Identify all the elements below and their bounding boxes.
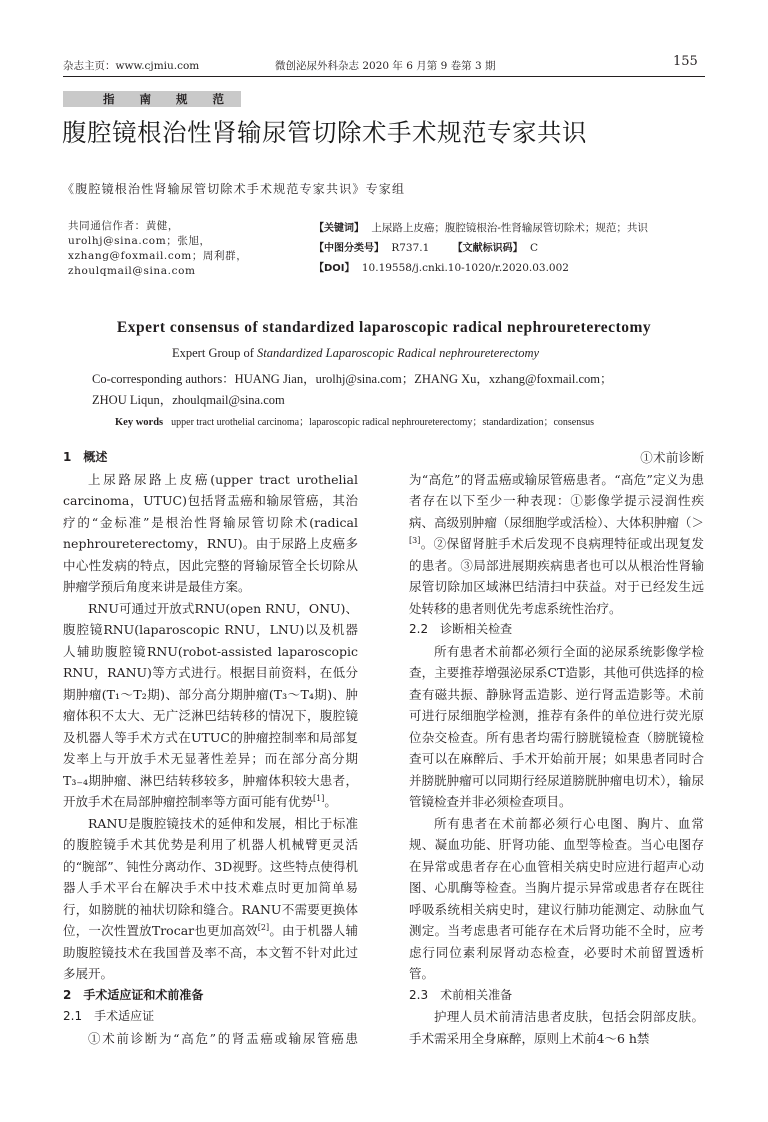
doi	[314, 259, 569, 274]
english-authors-line2: ZHOU Liqun，zhoulqmail@sina.com	[92, 393, 285, 407]
doc-code-label: 【文献标识码】	[452, 243, 523, 254]
left-column	[63, 447, 358, 1050]
english-title: Expert consensus of standardized laparoscopic radical nephroureterectomy	[116, 319, 652, 336]
right-column	[409, 447, 704, 1049]
english-group	[172, 346, 539, 361]
category-char: 范	[212, 92, 224, 106]
section-heading: 1 概述	[63, 450, 108, 464]
paragraph-start: ①术前诊断为“高危”的肾盂癌或输尿管癌患	[88, 1030, 358, 1046]
paragraph-continued: ①术前诊断为“高危”的肾盂癌或输尿管癌患者。“高危”定义为患者存在以下至少一种表现：①影像学提示浸润性疾病、高级别肿瘤（尿细胞学或活检）、大体积肿瘤（＞	[409, 450, 704, 530]
paragraph: 上尿路尿路上皮癌(upper tract urothelial carcinoma，UTUC)包括肾盂癌和输尿管癌，其治疗的“金标准”是根治性肾输尿管切除术(radical nephroureterectomy，RNU)。由于尿路上皮癌多中心性发病的特点，因此完整的肾输尿管全长切除从肿瘤学预后角度来讲是最佳方案。	[63, 471, 358, 594]
subsection-heading: 2.2 诊断相关检查	[409, 622, 513, 636]
citation[interactable]: [1]	[313, 793, 325, 803]
keywords-value: 上尿路上皮癌；腹腔镜根治-性肾输尿管切除术；规范；共识	[371, 222, 648, 234]
doi-label: 【DOI】	[314, 263, 355, 274]
section-heading: 2 手术适应证和术前准备	[63, 987, 204, 1002]
header-rule	[63, 76, 705, 77]
doc-code-value: C	[530, 242, 539, 254]
subsection-heading: 2.3 术前相关准备	[409, 987, 513, 1002]
clc-label: 【中图分类号】	[314, 243, 384, 254]
page-number: 155	[673, 54, 698, 69]
subsection-heading: 2.1 手术适应证	[63, 1009, 155, 1023]
paragraph: RNU可通过开放式RNU(open RNU，ONU)、腹腔镜RNU(laparoscopic RNU，LNU)以及机器人辅助腹腔镜RNU(robot-assisted laparoscopic RNU，RANU)等方式进行。根据目前资料，在低分期肿瘤(T₁～T₂期)、部分高分期肿瘤(T₃～T₄期)、肿瘤体积不太大、无广泛淋巴结转移的情况下，腹腔镜及机器人等手术方式在UTUC的肿瘤控制率和局部复发率上与开放手术无显著性差异；而在部分高分期T₃₋₄期肿瘤、淋巴结转移较多，肿瘤体积较大患者，开放手术在局部肿瘤控制率等方面可能有优势[1]。	[63, 600, 358, 809]
paragraph: RANU是腹腔镜技术的延伸和发展，相比于标准的腹腔镜手术其优势是利用了机器人机械臂更灵活的“腕部”、钝性分离动作、3D视野。这些特点使得机器人手术平台在解决手术中技术难点时更加简单易行，如膀胱的袖状切除和缝合。RANU不需要更换体位，一次性置放Trocar也更加高效[2]。由于机器人辅助腹腔镜技术在我国普及率不高，本文暂不针对此过多展开。	[63, 815, 358, 981]
clc-value: R737.1	[391, 242, 430, 254]
paragraph: 护理人员术前清洁患者皮肤，包括会阴部皮肤。手术需采用全身麻醉，原则上术前4～6 h禁	[409, 1009, 704, 1046]
corresponding-authors: 共同通信作者：黄健，urolhj@sina.com；张旭，xzhang@foxmail.com；周利群，zhoulqmail@sina.com	[68, 220, 248, 277]
keywords-label: 【关键词】	[314, 223, 364, 234]
english-keywords-value: upper tract urothelial carcinoma；laparoscopic radical nephroureterectomy；standardization；consensus	[171, 417, 595, 428]
author-group: 《腹腔镜根治性肾输尿管切除术手术规范专家共识》专家组	[62, 182, 406, 196]
english-keywords	[115, 413, 594, 428]
keywords-cn	[314, 219, 648, 235]
journal-homepage: 杂志主页：www.cjmiu.com	[63, 60, 200, 72]
category-char: 南	[139, 92, 151, 106]
english-group-name: Standardized Laparoscopic Radical nephroureterectomy	[257, 346, 540, 360]
english-group-prefix: Expert Group of	[172, 346, 258, 360]
doi-value: 10.19558/j.cnki.10-1020/r.2020.03.002	[361, 262, 569, 274]
english-keywords-label: Key words	[115, 417, 164, 428]
category-bar	[63, 91, 241, 107]
english-authors-line1: Co-corresponding authors：HUANG Jian，urolhj@sina.com；ZHANG Xu，xzhang@foxmail.com；	[92, 372, 613, 386]
article-title: 腹腔镜根治性肾输尿管切除术手术规范专家共识	[62, 118, 587, 147]
citation[interactable]: [3]	[409, 535, 421, 545]
category-char: 规	[176, 92, 188, 106]
paragraph: [3]。②保留肾脏手术后发现不良病理特征或出现复发的患者。③局部进展期疾病患者也可以从根治性肾输尿管切除加区域淋巴结清扫中获益。对于已经发生远处转移的患者则优先考虑系统性治疗。	[409, 535, 704, 616]
journal-issue: 微创泌尿外科杂志 2020 年 6 月第 9 卷第 3 期	[275, 60, 496, 72]
paragraph: 所有患者术前都必须行全面的泌尿系统影像学检查，主要推荐增强泌尿系CT造影，其他可供选择的检查有磁共振、静脉肾盂造影、逆行肾盂造影等。术前可进行尿细胞学检测，推荐有条件的单位进行荧光原位杂交检查。所有患者均需行膀胱镜检查（膀胱镜检查可以在麻醉后、手术开始前开展；如果患者同时合并膀胱肿瘤可以同期行经尿道膀胱肿瘤电切术），输尿管镜检查并非必须检查项目。	[409, 643, 704, 809]
category-char: 指	[103, 92, 115, 106]
citation[interactable]: [2]	[257, 922, 270, 932]
paragraph: 所有患者在术前都必须行心电图、胸片、血常规、凝血功能、肝肾功能、血型等检查。当心电图存在异常或患者存在心血管相关病史时应进行超声心动图、心肌酶等检查。当胸片提示异常或患者存在既往呼吸系统相关病史时，建议行肺功能测定、动脉血气测定。当考虑患者可能存在术后肾功能不全时，应考虑行同位素利尿肾动态检查，必要时术前留置透析管。	[409, 815, 704, 981]
classification	[314, 239, 538, 254]
